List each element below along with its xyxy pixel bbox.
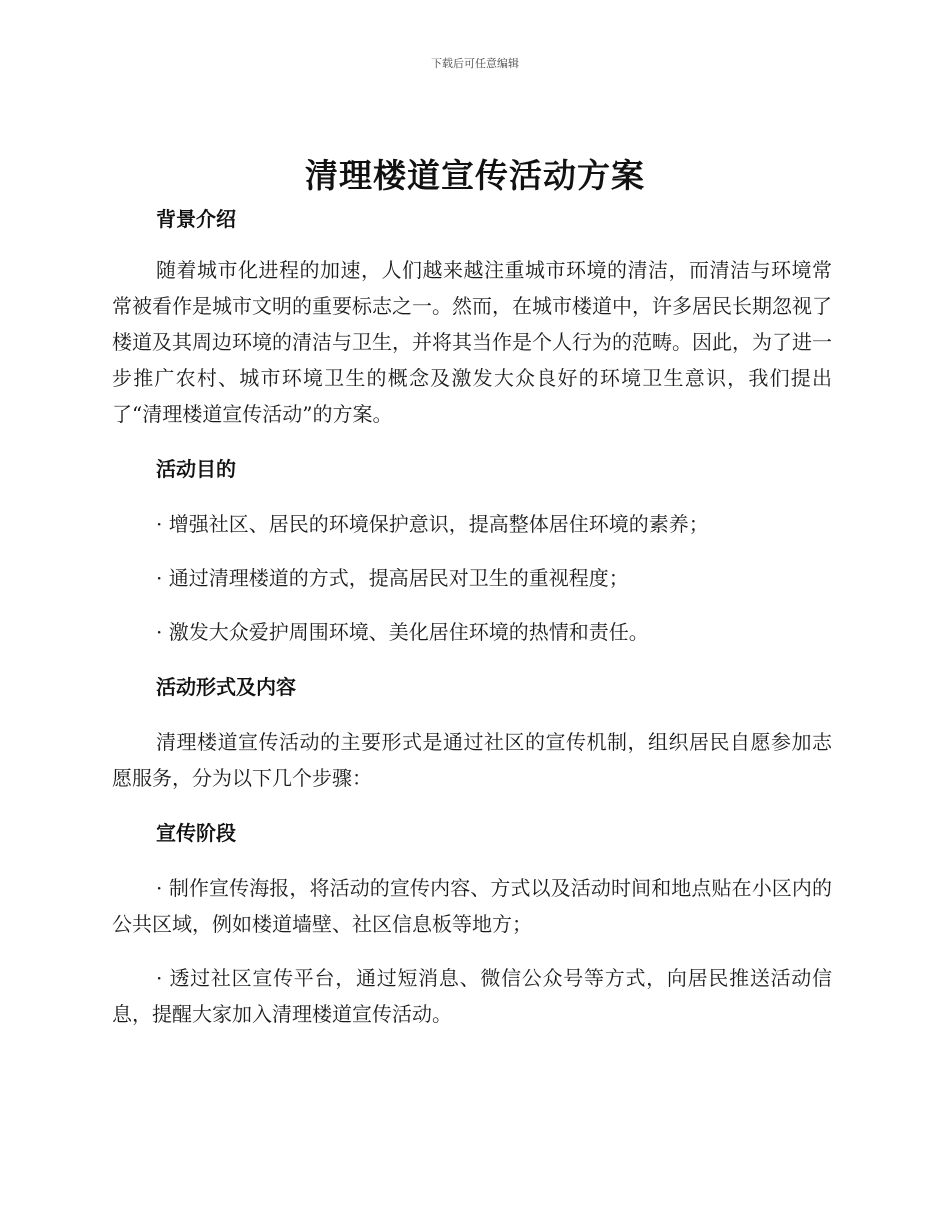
section-heading-background: 背景介绍: [156, 207, 236, 231]
section-heading-promotion: 宣传阶段: [156, 821, 236, 845]
purpose-item: · 增强社区、居民的环境保护意识，提高整体居住环境的素养；: [156, 512, 709, 536]
promotion-item: · 制作宣传海报，将活动的宣传内容、方式以及活动时间和地点贴在小区内的公共区域，例如楼道墙壁、社区信息板等地方；: [112, 876, 832, 936]
section-heading-purpose: 活动目的: [156, 457, 236, 481]
section-heading-form: 活动形式及内容: [156, 675, 296, 699]
background-paragraph: 随着城市化进程的加速，人们越来越注重城市环境的清洁，而清洁与环境常常被看作是城市文明的重要标志之一。然而，在城市楼道中，许多居民长期忽视了楼道及其周边环境的清洁与卫生，并将其当作是个人行为的范畴。因此，为了进一步推广农村、城市环境卫生的概念及激发大众良好的环境卫生意识，我们提出了“清理楼道宣传活动”的方案。: [112, 258, 832, 426]
form-paragraph: 清理楼道宣传活动的主要形式是通过社区的宣传机制，组织居民自愿参加志愿服务，分为以下几个步骤：: [112, 730, 832, 790]
purpose-item: · 激发大众爱护周围环境、美化居住环境的热情和责任。: [156, 620, 649, 644]
promotion-item: · 透过社区宣传平台，通过短消息、微信公众号等方式，向居民推送活动信息，提醒大家加入清理楼道宣传活动。: [112, 966, 832, 1026]
purpose-item: · 通过清理楼道的方式，提高居民对卫生的重视程度；: [156, 566, 629, 590]
document-title: 清理楼道宣传活动方案: [305, 156, 645, 195]
header-note: 下载后可任意编辑: [431, 57, 519, 70]
document-body: [112, 200, 832, 1032]
